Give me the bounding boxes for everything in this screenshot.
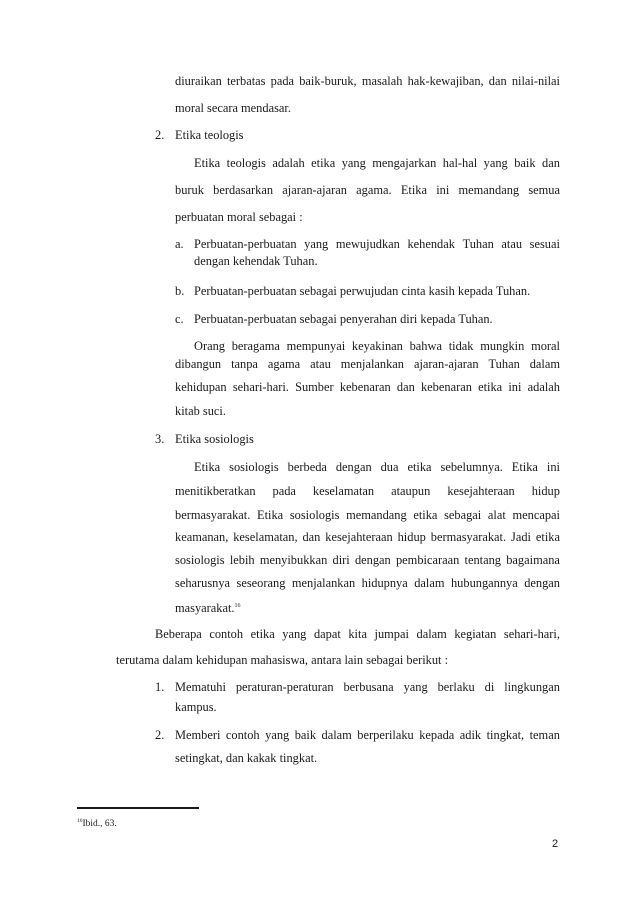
word: teologis — [226, 156, 266, 170]
word: Jadi — [511, 530, 531, 544]
word: pada — [270, 74, 295, 88]
word: dengan — [335, 460, 372, 474]
word: sosiologis — [175, 553, 225, 567]
word: berdasarkan — [213, 183, 274, 197]
word: tidak — [448, 339, 474, 353]
word: mencapai — [512, 508, 560, 522]
word: kehidupan — [175, 380, 227, 394]
word: kebenaran — [339, 380, 391, 394]
word: menjalankan — [291, 576, 356, 590]
word: pembicaraan — [395, 553, 460, 567]
word: menitikberatkan — [175, 484, 256, 498]
footnote-text: Ibid., 63. — [82, 819, 117, 829]
word: alat — [487, 508, 506, 522]
text-line — [175, 530, 560, 545]
word: dalam — [414, 576, 445, 590]
text-line: moral secara mendasar. — [175, 101, 291, 115]
word: sehari-hari, — [503, 627, 560, 641]
word: atau — [501, 237, 523, 251]
word: keyakinan — [351, 339, 403, 353]
sublist-item: Perbuatan-perbuatan sebagai perwujudan cinta kasih kepada Tuhan. — [194, 284, 531, 298]
text-line — [175, 508, 560, 523]
word: ajaran-ajaran — [413, 357, 479, 371]
word: sebelumnya. — [440, 460, 503, 474]
word: tanpa — [231, 357, 258, 371]
word: kita — [348, 627, 367, 641]
sublist-item: dengan kehendak Tuhan. — [194, 254, 318, 268]
text-line — [175, 74, 560, 89]
word: hidup — [531, 484, 560, 498]
word: yang — [341, 156, 366, 170]
word: Tuhan — [488, 357, 520, 371]
word: jumpai — [374, 627, 409, 641]
word: teman — [529, 728, 560, 742]
word: moral — [531, 339, 560, 353]
word: Orang — [194, 339, 225, 353]
word: Etika — [511, 460, 538, 474]
word: dalam — [416, 627, 447, 641]
word: diri — [332, 553, 350, 567]
word: sosiologis — [289, 508, 340, 522]
word: lebih — [229, 553, 255, 567]
word: hal-hal — [442, 156, 478, 170]
word: baik-buruk, — [299, 74, 357, 88]
text-span: masyarakat. — [175, 601, 235, 615]
word: ini — [508, 380, 522, 394]
word: tingkat, — [486, 728, 525, 742]
footnote-ref: 16 — [234, 603, 241, 609]
text-line: kitab suci. — [175, 404, 226, 418]
word: adalah — [272, 156, 305, 170]
word: Beberapa — [155, 627, 202, 641]
word: etika — [250, 627, 275, 641]
section-title-etika-teologis: Etika teologis — [175, 128, 244, 142]
word: Memberi — [175, 728, 221, 742]
word: hak-kewajiban, — [407, 74, 484, 88]
word: Etika — [257, 508, 284, 522]
word: mempunyai — [286, 339, 346, 353]
word: keselamatan, — [233, 530, 298, 544]
word: sebagai — [444, 508, 482, 522]
word: kesejahteraan — [447, 484, 515, 498]
word: Tuhan — [462, 237, 494, 251]
word: Etika — [194, 156, 221, 170]
word: diuraikan — [175, 74, 222, 88]
word: ataupun — [391, 484, 431, 498]
word: hidupnya — [361, 576, 408, 590]
footnote-number: 16 — [77, 818, 83, 824]
word: keselamatan — [312, 484, 375, 498]
word: mungkin — [480, 339, 525, 353]
word: dibangun — [175, 357, 222, 371]
text-line — [175, 553, 560, 568]
word: sesuai — [529, 237, 560, 251]
list-number: 2. — [155, 728, 165, 742]
text-line: perbuatan moral sebagai : — [175, 210, 303, 224]
word: bermasyarakat. — [430, 530, 507, 544]
word: atau — [310, 357, 331, 371]
word: etika — [407, 460, 432, 474]
sublist-item — [194, 237, 560, 252]
text-line — [175, 484, 560, 499]
sublist-item: Perbuatan-perbuatan sebagai penyerahan diri kepada Tuhan. — [194, 312, 493, 326]
word: nilai-nilai — [511, 74, 560, 88]
word: etika — [413, 508, 438, 522]
text-line — [194, 460, 560, 475]
text-line — [175, 183, 560, 198]
footnote — [77, 815, 117, 830]
word: yang — [282, 627, 307, 641]
word: sosiologis — [229, 460, 279, 474]
list-item: setingkat, dan kakak tingkat. — [175, 751, 318, 765]
word: seseorang — [236, 576, 286, 590]
word: ajaran-ajaran — [282, 183, 347, 197]
word: Perbuatan-perbuatan — [194, 237, 297, 251]
word: peraturan-peraturan — [235, 680, 334, 694]
word: seharusnya — [175, 576, 231, 590]
word: memandang — [346, 508, 407, 522]
word: yang — [304, 237, 329, 251]
word: hidup — [397, 530, 426, 544]
word: menjalankan — [340, 357, 405, 371]
word: berbeda — [287, 460, 327, 474]
word: buruk — [175, 183, 204, 197]
word: agama — [267, 357, 301, 371]
word: adik — [459, 728, 482, 742]
word: dalam — [321, 728, 352, 742]
word: dua — [380, 460, 399, 474]
word: hubungannya — [450, 576, 518, 590]
word: yang — [483, 156, 508, 170]
word: berperilaku — [357, 728, 414, 742]
word: berlaku — [437, 680, 475, 694]
word: kepada — [419, 728, 455, 742]
word: masalah — [361, 74, 403, 88]
word: yang — [265, 728, 290, 742]
word: etika — [478, 380, 503, 394]
word: contoh — [225, 728, 260, 742]
word: contoh — [209, 627, 244, 641]
list-number: 3. — [155, 432, 165, 446]
word: dalam — [529, 357, 560, 371]
word: adalah — [527, 380, 560, 394]
word: keamanan, — [175, 530, 229, 544]
word: dan — [302, 530, 321, 544]
sublist-label: c. — [175, 312, 184, 326]
word: dan — [542, 156, 560, 170]
word: baik — [514, 156, 536, 170]
list-item — [175, 728, 560, 743]
word: bermasyarakat. — [175, 508, 251, 522]
word: dan — [396, 380, 415, 394]
word: tentang — [464, 553, 501, 567]
list-item: kampus. — [175, 700, 217, 714]
word: etika — [535, 530, 560, 544]
word: bahwa — [409, 339, 442, 353]
word: memandang — [458, 183, 520, 197]
word: etika — [311, 156, 336, 170]
word: di — [484, 680, 495, 694]
word: kehendak — [407, 237, 455, 251]
text-line — [175, 599, 241, 616]
word: pada — [272, 484, 296, 498]
list-item — [175, 680, 560, 695]
word: semua — [528, 183, 560, 197]
word: Sumber — [295, 380, 334, 394]
sublist-label: a. — [175, 237, 184, 251]
word: dengan — [524, 576, 560, 590]
page-number: 2 — [552, 838, 559, 850]
text-line: terutama dalam kehidupan mahasiswa, antara lain sebagai berikut : — [116, 653, 449, 667]
word: kebenaran — [420, 380, 472, 394]
word: Etika — [194, 460, 221, 474]
word: ini — [436, 183, 450, 197]
list-number: 1. — [155, 680, 165, 694]
word: lingkungan — [504, 680, 560, 694]
word: yang — [403, 680, 428, 694]
word: ini — [546, 460, 560, 474]
sublist-label: b. — [175, 284, 185, 298]
word: sehari-hari. — [232, 380, 289, 394]
text-line — [175, 357, 560, 372]
word: dengan — [354, 553, 391, 567]
word: mewujudkan — [335, 237, 400, 251]
text-line — [194, 156, 560, 171]
word: Etika — [400, 183, 427, 197]
text-line — [194, 339, 560, 354]
word: mengajarkan — [372, 156, 437, 170]
word: kesejahteraan — [325, 530, 393, 544]
footnote-rule — [77, 807, 199, 809]
word: beragama — [231, 339, 280, 353]
list-number: 2. — [155, 128, 165, 142]
word: Mematuhi — [175, 680, 226, 694]
word: baik — [294, 728, 317, 742]
word: kegiatan — [454, 627, 497, 641]
section-title-etika-sosiologis: Etika sosiologis — [175, 432, 254, 446]
word: bagaimana — [506, 553, 560, 567]
text-line — [175, 576, 560, 591]
word: menyibukkan — [259, 553, 328, 567]
word: terbatas — [226, 74, 266, 88]
text-line — [155, 627, 560, 642]
word: dan — [488, 74, 507, 88]
word: agama. — [356, 183, 392, 197]
text-line — [175, 380, 560, 395]
word: dapat — [313, 627, 341, 641]
word: berbusana — [343, 680, 394, 694]
